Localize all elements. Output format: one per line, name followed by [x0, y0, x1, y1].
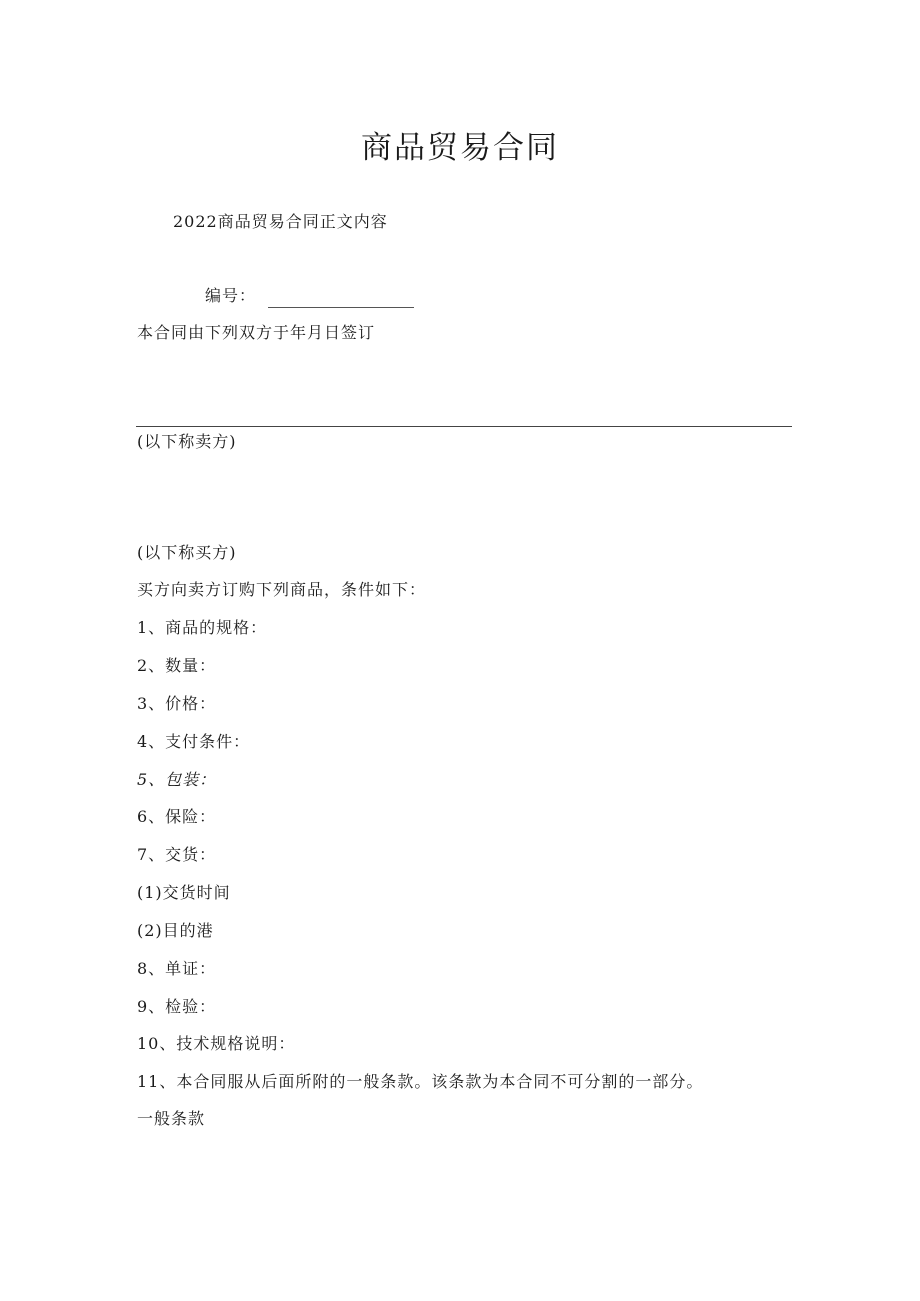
clause-item: 8、单证： — [137, 959, 217, 978]
clause-item: (1)交货时间 — [137, 883, 231, 902]
document-title: 商品贸易合同 — [361, 130, 559, 166]
contract-number-label: 编号： — [205, 286, 257, 305]
contract-number-blank — [268, 289, 414, 308]
clause-item: 4、支付条件： — [137, 732, 251, 751]
clause-item: 3、价格： — [137, 694, 217, 713]
buyer-label: (以下称买方) — [137, 543, 237, 562]
contract-number-row — [205, 284, 414, 308]
clause-item: 9、检验： — [137, 997, 217, 1016]
clause-item: 7、交货： — [137, 845, 217, 864]
document-subtitle: 2022商品贸易合同正文内容 — [173, 212, 388, 231]
seller-name-blank — [136, 426, 792, 427]
clause-item: 10、技术规格说明： — [137, 1034, 296, 1053]
clause-item: 2、数量： — [137, 656, 217, 675]
clause-item: 1、商品的规格： — [137, 618, 268, 637]
general-terms-heading: 一般条款 — [137, 1109, 206, 1128]
order-statement: 买方向卖方订购下列商品，条件如下： — [137, 580, 427, 599]
clause-item: 6、保险： — [137, 807, 217, 826]
clause-item: (2)目的港 — [137, 921, 214, 940]
seller-label: (以下称卖方) — [137, 432, 237, 451]
clause-item: 5、包装： — [137, 770, 217, 789]
clause-item: 11、本合同服从后面所附的一般条款。该条款为本合同不可分割的一部分。 — [137, 1072, 704, 1091]
signing-statement: 本合同由下列双方于年月日签订 — [137, 323, 376, 342]
